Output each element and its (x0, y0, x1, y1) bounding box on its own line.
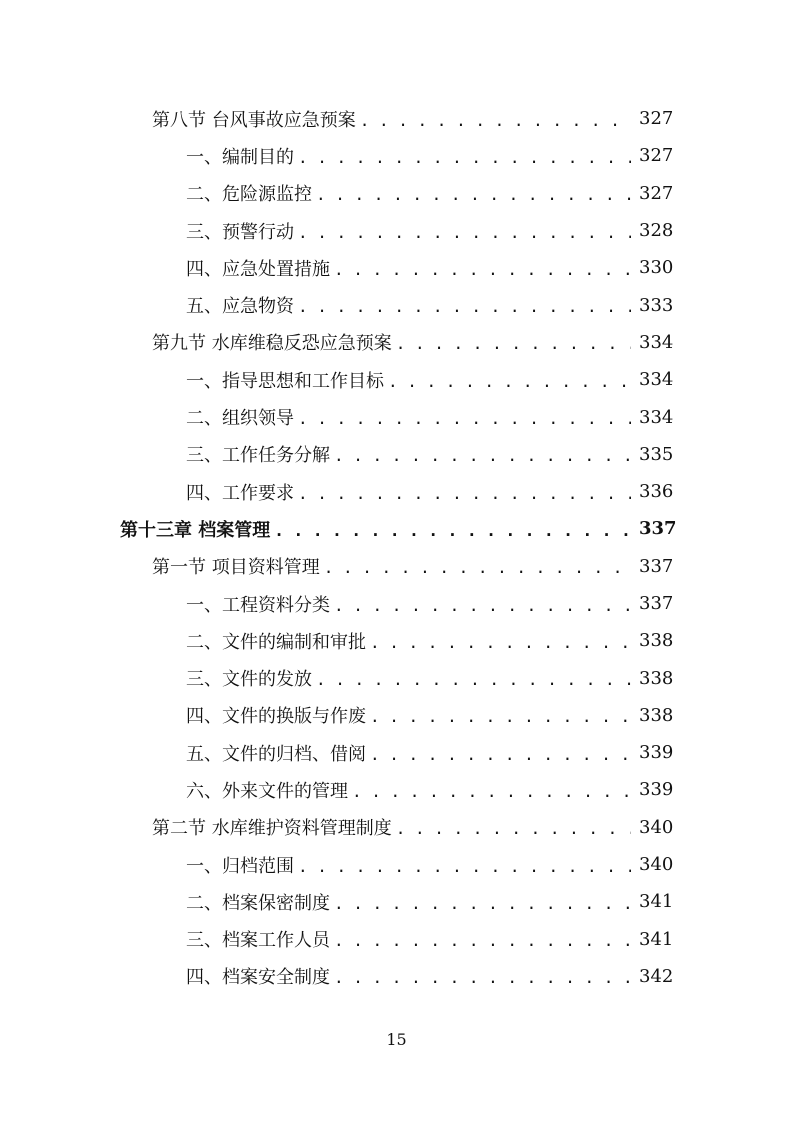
toc-entry-title: 一、归档范围 (186, 855, 294, 877)
toc-entry-page: 342 (639, 965, 674, 987)
toc-subsection-entry[interactable] (0, 734, 793, 771)
toc-subsection-entry[interactable] (0, 249, 793, 286)
toc-dot-leader (334, 444, 631, 464)
toc-dot-leader (334, 929, 631, 949)
toc-entry-page: 327 (639, 108, 674, 130)
toc-entry-title: 第八节 台风事故应急预案 (152, 109, 356, 131)
toc-entry-page: 338 (639, 667, 674, 689)
toc-subsection-entry[interactable] (0, 398, 793, 435)
toc-section-entry[interactable] (0, 324, 793, 361)
toc-entry-page: 338 (639, 704, 674, 726)
toc-entry-page: 337 (639, 593, 674, 614)
toc-dot-leader (370, 705, 631, 725)
toc-entry-page: 330 (639, 257, 674, 279)
toc-subsection-entry[interactable] (0, 175, 793, 212)
toc-section-entry[interactable] (0, 809, 793, 846)
toc-entry-title: 三、档案工作人员 (186, 930, 330, 952)
toc-subsection-entry[interactable] (0, 622, 793, 659)
toc-dot-leader (388, 370, 631, 390)
toc-entry-title: 三、工作任务分解 (186, 445, 330, 467)
toc-entry-page: 328 (639, 220, 674, 242)
toc-entry-title: 五、文件的归档、借阅 (186, 743, 366, 765)
toc-entry-page: 339 (639, 779, 674, 801)
toc-entry-page: 334 (639, 331, 674, 353)
toc-subsection-entry[interactable] (0, 697, 793, 734)
toc-dot-leader (298, 221, 631, 241)
toc-subsection-entry[interactable] (0, 212, 793, 249)
page-number: 15 (386, 1030, 407, 1049)
toc-entry-title: 四、应急处置措施 (186, 258, 330, 280)
toc-entry-title: 第九节 水库维稳反恐应急预案 (152, 333, 392, 355)
toc-dot-leader (370, 631, 631, 651)
toc-dot-leader (396, 817, 631, 837)
toc-subsection-entry[interactable] (0, 436, 793, 473)
toc-entry-title: 一、工程资料分类 (186, 594, 330, 616)
toc-entry-page: 340 (639, 816, 674, 838)
toc-entry-page: 327 (639, 182, 674, 204)
toc-subsection-entry[interactable] (0, 883, 793, 920)
toc-entry-title: 第一节 项目资料管理 (152, 557, 320, 579)
toc-section-entry[interactable] (0, 548, 793, 585)
toc-subsection-entry[interactable] (0, 921, 793, 958)
toc-subsection-entry[interactable] (0, 286, 793, 323)
toc-entry-title: 第十三章 档案管理 (120, 519, 271, 541)
toc-entry-page: 327 (639, 145, 674, 167)
toc-entry-page: 334 (639, 369, 674, 391)
toc-subsection-entry[interactable] (0, 137, 793, 174)
toc-entry-title: 四、工作要求 (186, 482, 294, 504)
toc-subsection-entry[interactable] (0, 771, 793, 808)
toc-dot-leader (316, 183, 631, 203)
toc-subsection-entry[interactable] (0, 958, 793, 995)
toc-dot-leader (334, 892, 631, 912)
toc-dot-leader (274, 519, 631, 539)
toc-entry-title: 三、预警行动 (186, 221, 294, 243)
toc-section-entry[interactable] (0, 100, 793, 137)
toc-subsection-entry[interactable] (0, 361, 793, 398)
toc-dot-leader (334, 258, 631, 278)
toc-entry-title: 一、编制目的 (186, 146, 294, 168)
toc-dot-leader (370, 743, 631, 763)
toc-entry-page: 337 (639, 555, 674, 577)
toc-entry-page: 334 (639, 406, 674, 428)
toc-dot-leader (352, 780, 631, 800)
toc-dot-leader (334, 594, 631, 614)
toc-entry-page: 341 (639, 928, 674, 950)
toc-entry-title: 二、文件的编制和审批 (186, 631, 366, 653)
toc-entry-title: 六、外来文件的管理 (186, 780, 348, 802)
toc-subsection-entry[interactable] (0, 659, 793, 696)
table-of-contents (0, 100, 793, 995)
toc-entry-page: 333 (639, 294, 674, 316)
toc-entry-title: 四、文件的换版与作废 (186, 706, 366, 728)
toc-dot-leader (298, 407, 631, 427)
toc-entry-title: 五、应急物资 (186, 296, 294, 318)
toc-subsection-entry[interactable] (0, 846, 793, 883)
toc-entry-page: 341 (639, 891, 674, 913)
toc-entry-page: 338 (639, 630, 674, 652)
toc-entry-page: 339 (639, 742, 674, 764)
toc-entry-title: 四、档案安全制度 (186, 967, 330, 989)
toc-entry-page: 340 (639, 854, 674, 876)
toc-dot-leader (324, 556, 631, 576)
toc-entry-page: 336 (639, 481, 674, 503)
toc-dot-leader (298, 295, 631, 315)
toc-dot-leader (298, 855, 631, 875)
toc-entry-title: 一、指导思想和工作目标 (186, 370, 384, 392)
toc-subsection-entry[interactable] (0, 473, 793, 510)
toc-entry-title: 二、档案保密制度 (186, 892, 330, 914)
toc-subsection-entry[interactable] (0, 585, 793, 622)
toc-entry-title: 第二节 水库维护资料管理制度 (152, 818, 392, 840)
toc-entry-title: 三、文件的发放 (186, 669, 312, 691)
toc-entry-title: 二、组织领导 (186, 408, 294, 430)
toc-dot-leader (298, 482, 631, 502)
toc-dot-leader (360, 109, 631, 129)
toc-dot-leader (334, 966, 631, 986)
toc-entry-page: 335 (639, 443, 674, 465)
toc-entry-title: 二、危险源监控 (186, 184, 312, 206)
toc-dot-leader (316, 668, 631, 688)
toc-dot-leader (298, 146, 631, 166)
toc-chapter-entry[interactable] (0, 510, 793, 547)
toc-dot-leader (396, 332, 631, 352)
toc-entry-page: 337 (639, 518, 677, 540)
